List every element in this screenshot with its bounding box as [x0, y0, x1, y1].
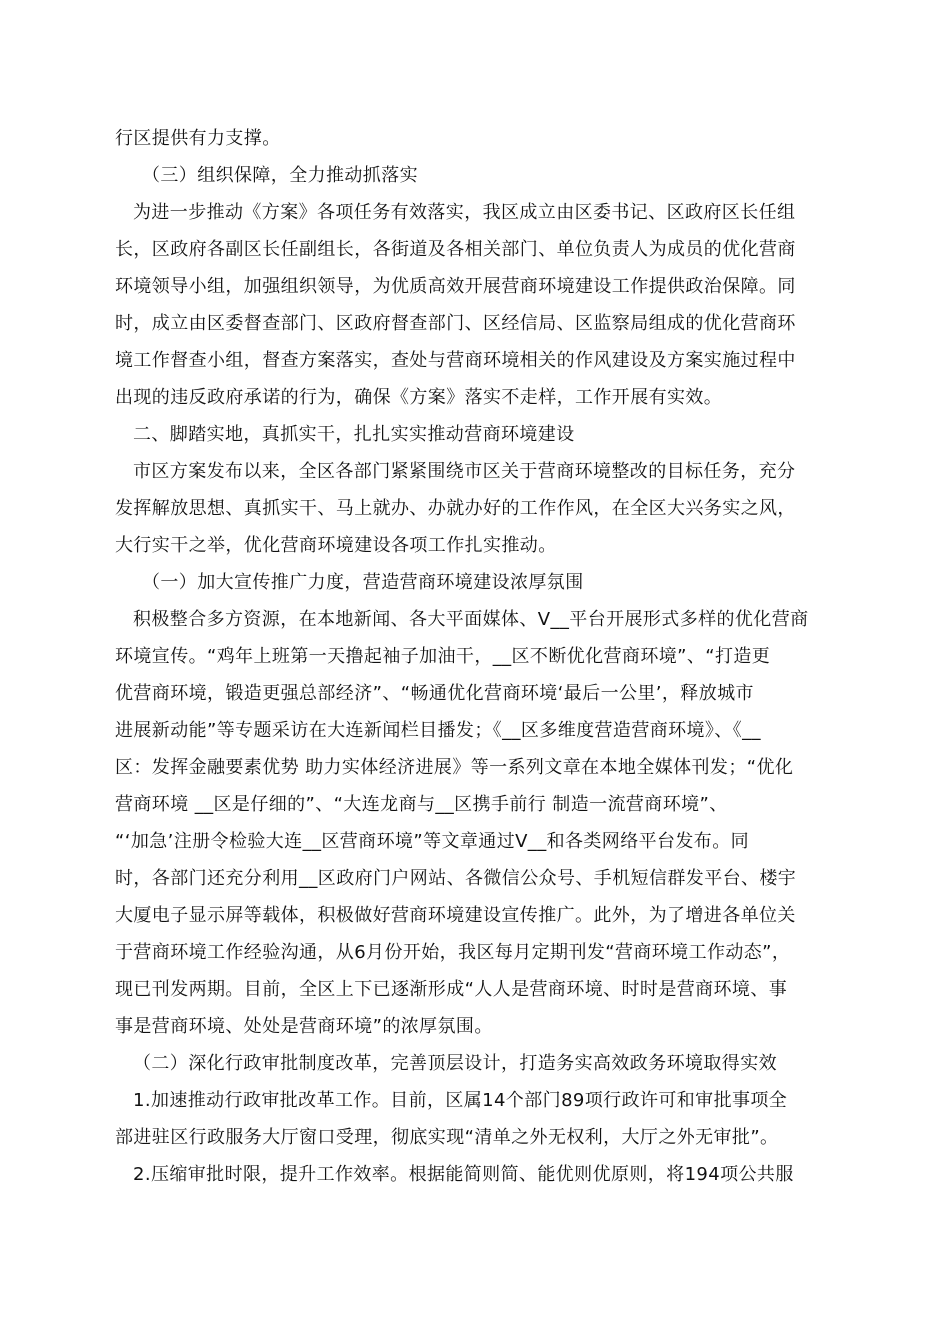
- paragraph-line: “‘加急’注册令检验大连__区营商环境”等文章通过V__和各类网络平台发布。同: [115, 831, 750, 852]
- section-heading: （一）加大宣传推广力度，营造营商环境建设浓厚氛围: [142, 572, 584, 593]
- paragraph-line: 区：发挥金融要素优势 助力实体经济进展》等一系列文章在本地全媒体刊发；“优化: [115, 757, 794, 778]
- paragraph-line: 发挥解放思想、真抓实干、马上就办、办就办好的工作作风，在全区大兴务实之风，: [115, 498, 796, 519]
- paragraph-line: 长，区政府各副区长任副组长，各街道及各相关部门、单位负责人为成员的优化营商: [115, 239, 796, 260]
- paragraph-line: 境工作督查小组，督查方案落实，查处与营商环境相关的作风建设及方案实施过程中: [115, 350, 796, 371]
- paragraph-line: 现已刊发两期。目前，全区上下已逐渐形成“人人是营商环境、时时是营商环境、事: [115, 979, 788, 1000]
- paragraph-line: 进展新动能”等专题采访在大连新闻栏目播发；《__区多维度营造营商环境》、《__: [115, 720, 761, 741]
- paragraph-line: 1.加速推动行政审批改革工作。目前，区属14个部门89项行政许可和审批事项全: [133, 1090, 788, 1111]
- section-heading: （二）深化行政审批制度改革，完善顶层设计，打造务实高效政务环境取得实效: [133, 1053, 777, 1074]
- paragraph-line: 时，各部门还充分利用__区政府门户网站、各微信公众号、手机短信群发平台、楼宇: [115, 868, 797, 889]
- paragraph-line: 市区方案发布以来，全区各部门紧紧围绕市区关于营商环境整改的目标任务，充分: [133, 461, 796, 482]
- paragraph-line: 大行实干之举，优化营商环境建设各项工作扎实推动。: [115, 535, 557, 556]
- paragraph-line: 时，成立由区委督查部门、区政府督查部门、区经信局、区监察局组成的优化营商环: [115, 313, 796, 334]
- paragraph-line: 于营商环境工作经验沟通，从6月份开始，我区每月定期刊发“营商环境工作动态”，: [115, 942, 791, 963]
- paragraph-line: 积极整合多方资源，在本地新闻、各大平面媒体、V__平台开展形式多样的优化营商: [133, 609, 809, 630]
- text-line: 行区提供有力支撑。: [115, 128, 281, 149]
- paragraph-line: 事是营商环境、处处是营商环境”的浓厚氛围。: [115, 1016, 493, 1037]
- paragraph-line: 为进一步推动《方案》各项任务有效落实，我区成立由区委书记、区政府区长任组: [133, 202, 796, 223]
- paragraph-line: 出现的违反政府承诺的行为，确保《方案》落实不走样，工作开展有实效。: [115, 387, 723, 408]
- section-heading: （三）组织保障，全力推动抓落实: [142, 165, 418, 186]
- document-body: [115, 120, 835, 1193]
- paragraph-line: 2.压缩审批时限，提升工作效率。根据能简则简、能优则优原则，将194项公共服: [133, 1164, 794, 1185]
- paragraph-line: 部进驻区行政服务大厅窗口受理，彻底实现“清单之外无权利，大厅之外无审批”。: [115, 1127, 779, 1148]
- paragraph-line: 营商环境 __区是仔细的”、“大连龙商与__区携手前行 制造一流营商环境”、: [115, 794, 728, 815]
- paragraph-line: 环境宣传。“鸡年上班第一天撸起袖子加油干，__区不断优化营商环境”、“打造更: [115, 646, 771, 667]
- paragraph-line: 优营商环境，锻造更强总部经济”、“畅通优化营商环境‘最后一公里’，释放城市: [115, 683, 754, 704]
- section-heading: 二、脚踏实地，真抓实干，扎扎实实推动营商环境建设: [133, 424, 575, 445]
- paragraph-line: 大厦电子显示屏等载体，积极做好营商环境建设宣传推广。此外，为了增进各单位关: [115, 905, 796, 926]
- paragraph-line: 环境领导小组，加强组织领导，为优质高效开展营商环境建设工作提供政治保障。同: [115, 276, 796, 297]
